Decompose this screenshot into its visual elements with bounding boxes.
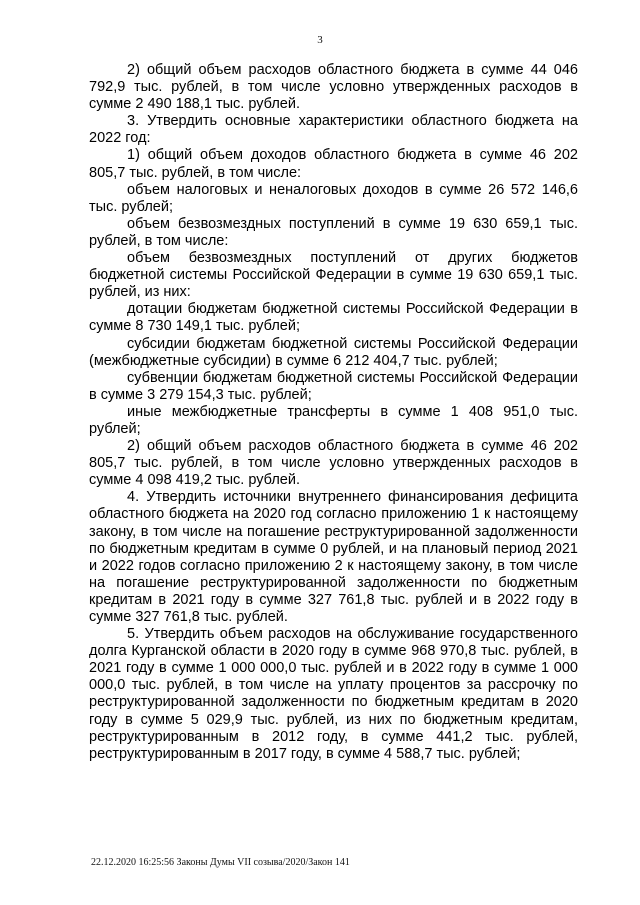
paragraph-gratuitous-receipts: объем безвозмездных поступлений в сумме 19 630 659,1 тыс. рублей, в том числе: [89,215,578,249]
paragraph-revenues-2022: 1) общий объем доходов областного бюджета в сумме 46 202 805,7 тыс. рублей, в том числе: [89,147,578,181]
paragraph-other-transfers: иные межбюджетные трансферты в сумме 1 408 951,0 тыс. рублей; [89,403,578,437]
page-number: 3 [317,34,323,46]
paragraph-section-5-debt-service: 5. Утвердить объем расходов на обслуживание государственного долга Курганской области в 2020 году в сумме 968 970,8 тыс. рублей, в 2021 году в сумме 1 000 000,0 тыс. рублей и в 2022 году в сумме 1 000 000,0 тыс. рублей, в том числе на уплату процентов за рассрочку по реструктурированной задолженности по бюджетным кредитам в 2020 году в сумме 5 029,9 тыс. рублей, из них по бюджетным кредитам, реструктурированным в 2012 году, в сумме 441,2 тыс. рублей, реструктурированным в 2017 году, в сумме 4 588,7 тыс. рублей; [89,626,578,762]
paragraph-expenses-2021: 2) общий объем расходов областного бюджета в сумме 44 046 792,9 тыс. рублей, в том числе условно утвержденных расходов в сумме 2 490 188,1 тыс. рублей. [89,62,578,113]
paragraph-expenses-2022: 2) общий объем расходов областного бюджета в сумме 46 202 805,7 тыс. рублей, в том числе условно утвержденных расходов в сумме 4 098 419,2 тыс. рублей. [89,438,578,489]
paragraph-section-3-heading: 3. Утвердить основные характеристики областного бюджета на 2022 год: [89,113,578,147]
document-body [89,62,578,763]
paragraph-subsidies: субсидии бюджетам бюджетной системы Российской Федерации (межбюджетные субсидии) в сумме 6 212 404,7 тыс. рублей; [89,335,578,369]
document-footer: 22.12.2020 16:25:56 Законы Думы VII созыва/2020/Закон 141 [91,857,350,868]
paragraph-subventions: субвенции бюджетам бюджетной системы Российской Федерации в сумме 3 279 154,3 тыс. рублей; [89,369,578,403]
paragraph-section-4-financing: 4. Утвердить источники внутреннего финансирования дефицита областного бюджета на 2020 год согласно приложению 1 к настоящему закону, в том числе на погашение реструктурированной задолженности по бюджетным кредитам в сумме 0 рублей, и на плановый период 2021 и 2022 годов согласно приложению 2 к настоящему закону, в том числе на погашение реструктурированной задолженности по бюджетным кредитам в 2021 году в сумме 327 761,8 тыс. рублей и в 2022 году в сумме 327 761,8 тыс. рублей. [89,489,578,625]
paragraph-tax-revenues: объем налоговых и неналоговых доходов в сумме 26 572 146,6 тыс. рублей; [89,181,578,215]
paragraph-receipts-other-budgets: объем безвозмездных поступлений от других бюджетов бюджетной системы Российской Федерации в сумме 19 630 659,1 тыс. рублей, из них: [89,250,578,301]
paragraph-dotations: дотации бюджетам бюджетной системы Российской Федерации в сумме 8 730 149,1 тыс. рублей; [89,301,578,335]
